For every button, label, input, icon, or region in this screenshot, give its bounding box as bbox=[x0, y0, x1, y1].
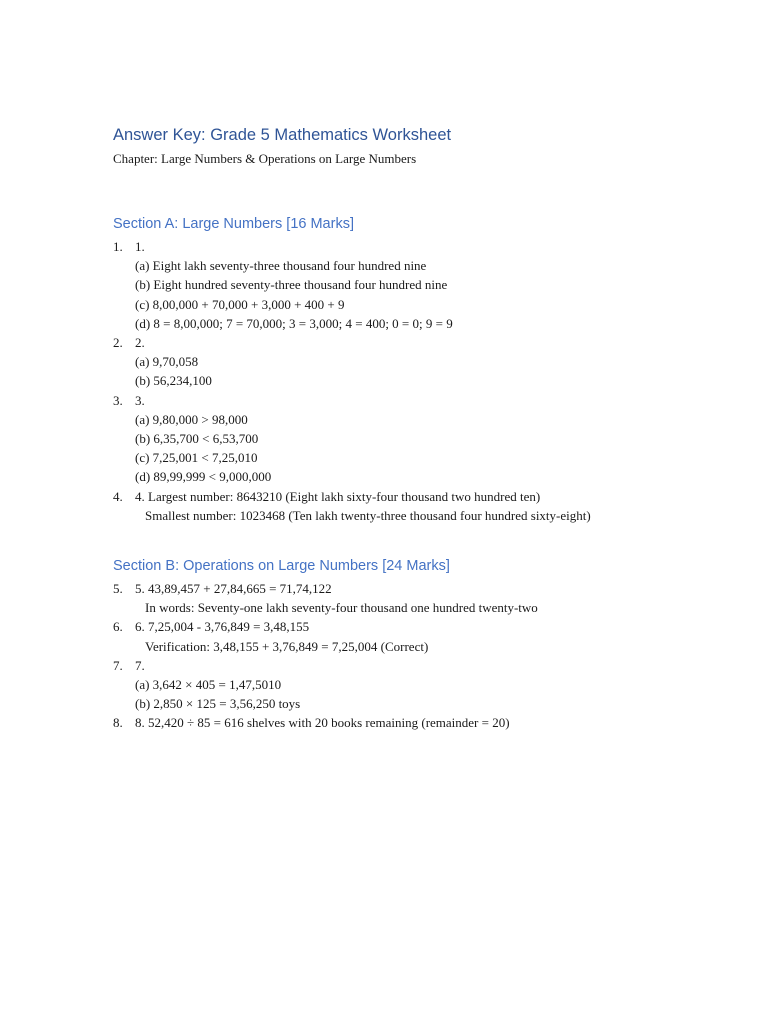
answer-1-number: 1. bbox=[113, 239, 123, 254]
answer-4-line: Smallest number: 1023468 (Ten lakh twenty-three thousand four hundred sixty-eight) bbox=[145, 507, 591, 523]
answer-3-line: (d) 89,99,999 < 9,000,000 bbox=[135, 469, 272, 485]
answer-8-number: 8. bbox=[113, 715, 123, 731]
answer-3-number: 3. bbox=[113, 392, 123, 408]
answer-1-line: (a) Eight lakh seventy-three thousand four hundred nine bbox=[135, 258, 427, 274]
answer-8 bbox=[0, 713, 768, 732]
answer-7-line: (a) 3,642 × 405 = 1,47,5010 bbox=[135, 677, 282, 693]
section-a-heading: Section A: Large Numbers [16 Marks] bbox=[113, 216, 354, 232]
answer-3-line: (a) 9,80,000 > 98,000 bbox=[135, 411, 248, 427]
answer-2-line: (b) 56,234,100 bbox=[135, 373, 212, 389]
answer-5-number: 5. bbox=[113, 581, 123, 596]
answer-1-line: (b) Eight hundred seventy-three thousand four hundred nine bbox=[135, 277, 448, 293]
answer-5-line: In words: Seventy-one lakh seventy-four thousand one hundred twenty-two bbox=[145, 600, 538, 616]
answer-8-line: 8. 52,420 ÷ 85 = 616 shelves with 20 books remaining (remainder = 20) bbox=[135, 715, 510, 731]
answer-7-line: (b) 2,850 × 125 = 3,56,250 toys bbox=[135, 696, 301, 712]
answer-6 bbox=[0, 617, 768, 655]
section-b-heading: Section B: Operations on Large Numbers [24 Marks] bbox=[113, 558, 450, 574]
answer-6-number: 6. bbox=[113, 619, 123, 635]
answer-2-line: 2. bbox=[135, 335, 145, 351]
answer-4-line: 4. Largest number: 8643210 (Eight lakh sixty-four thousand two hundred ten) bbox=[135, 488, 541, 504]
answer-1-line: (c) 8,00,000 + 70,000 + 3,000 + 400 + 9 bbox=[135, 296, 345, 312]
answer-1-line: 1. bbox=[135, 239, 145, 254]
answer-2 bbox=[0, 333, 768, 391]
section-a-answers bbox=[0, 237, 768, 525]
answer-4 bbox=[0, 487, 768, 525]
section-b-answers bbox=[0, 579, 768, 733]
answer-3 bbox=[0, 391, 768, 487]
page-subtitle: Chapter: Large Numbers & Operations on Large Numbers bbox=[113, 151, 417, 166]
answer-2-number: 2. bbox=[113, 335, 123, 351]
page-title: Answer Key: Grade 5 Mathematics Worksheet bbox=[113, 126, 452, 144]
answer-7-line: 7. bbox=[135, 657, 145, 673]
answer-1-line: (d) 8 = 8,00,000; 7 = 70,000; 3 = 3,000; 4 = 400; 0 = 0; 9 = 9 bbox=[135, 315, 453, 331]
answer-4-number: 4. bbox=[113, 488, 123, 504]
answer-6-line: Verification: 3,48,155 + 3,76,849 = 7,25,004 (Correct) bbox=[145, 638, 429, 654]
answer-1 bbox=[0, 237, 768, 333]
answer-5-line: 5. 43,89,457 + 27,84,665 = 71,74,122 bbox=[135, 581, 332, 596]
answer-3-line: (b) 6,35,700 < 6,53,700 bbox=[135, 431, 259, 447]
answer-5 bbox=[0, 579, 768, 617]
answer-3-line: 3. bbox=[135, 392, 145, 408]
answer-7 bbox=[0, 656, 768, 714]
answer-2-line: (a) 9,70,058 bbox=[135, 354, 199, 370]
answer-7-number: 7. bbox=[113, 657, 123, 673]
answer-3-line: (c) 7,25,001 < 7,25,010 bbox=[135, 450, 258, 466]
answer-6-line: 6. 7,25,004 - 3,76,849 = 3,48,155 bbox=[135, 619, 310, 635]
